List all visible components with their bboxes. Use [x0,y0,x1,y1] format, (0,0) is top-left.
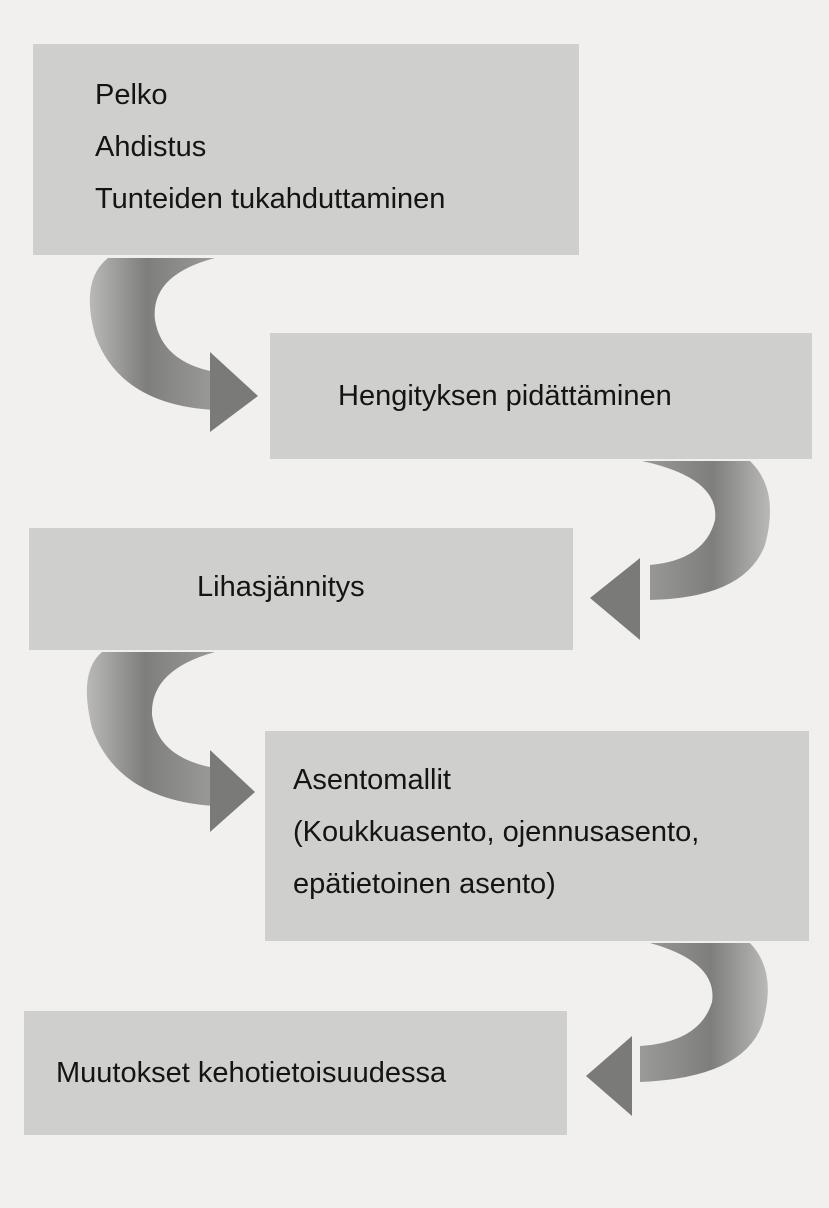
box-1-line-3: Tunteiden tukahduttaminen [95,183,446,215]
arrow-3-to-4 [87,652,255,832]
box-body-awareness-changes [24,1011,567,1135]
box-4-line-1: Asentomallit [293,764,451,796]
box-4-line-2: (Koukkuasento, ojennusasento, [293,816,700,848]
box-1-line-2: Ahdistus [95,131,207,163]
box-posture-patterns [265,731,809,941]
arrow-2-to-3 [590,461,770,640]
arrow-1-to-2 [90,258,258,432]
box-fear-anxiety [33,44,579,255]
box-4-line-3: epätietoinen asento) [293,868,556,900]
box-2-line-1: Hengityksen pidättäminen [338,380,672,412]
box-3-line-1: Lihasjännitys [197,571,365,603]
box-breath-holding [270,333,812,459]
arrow-4-to-5 [586,943,768,1116]
box-5-line-1: Muutokset kehotietoisuudessa [56,1057,447,1089]
box-muscle-tension [29,528,573,650]
box-1-line-1: Pelko [95,79,168,111]
